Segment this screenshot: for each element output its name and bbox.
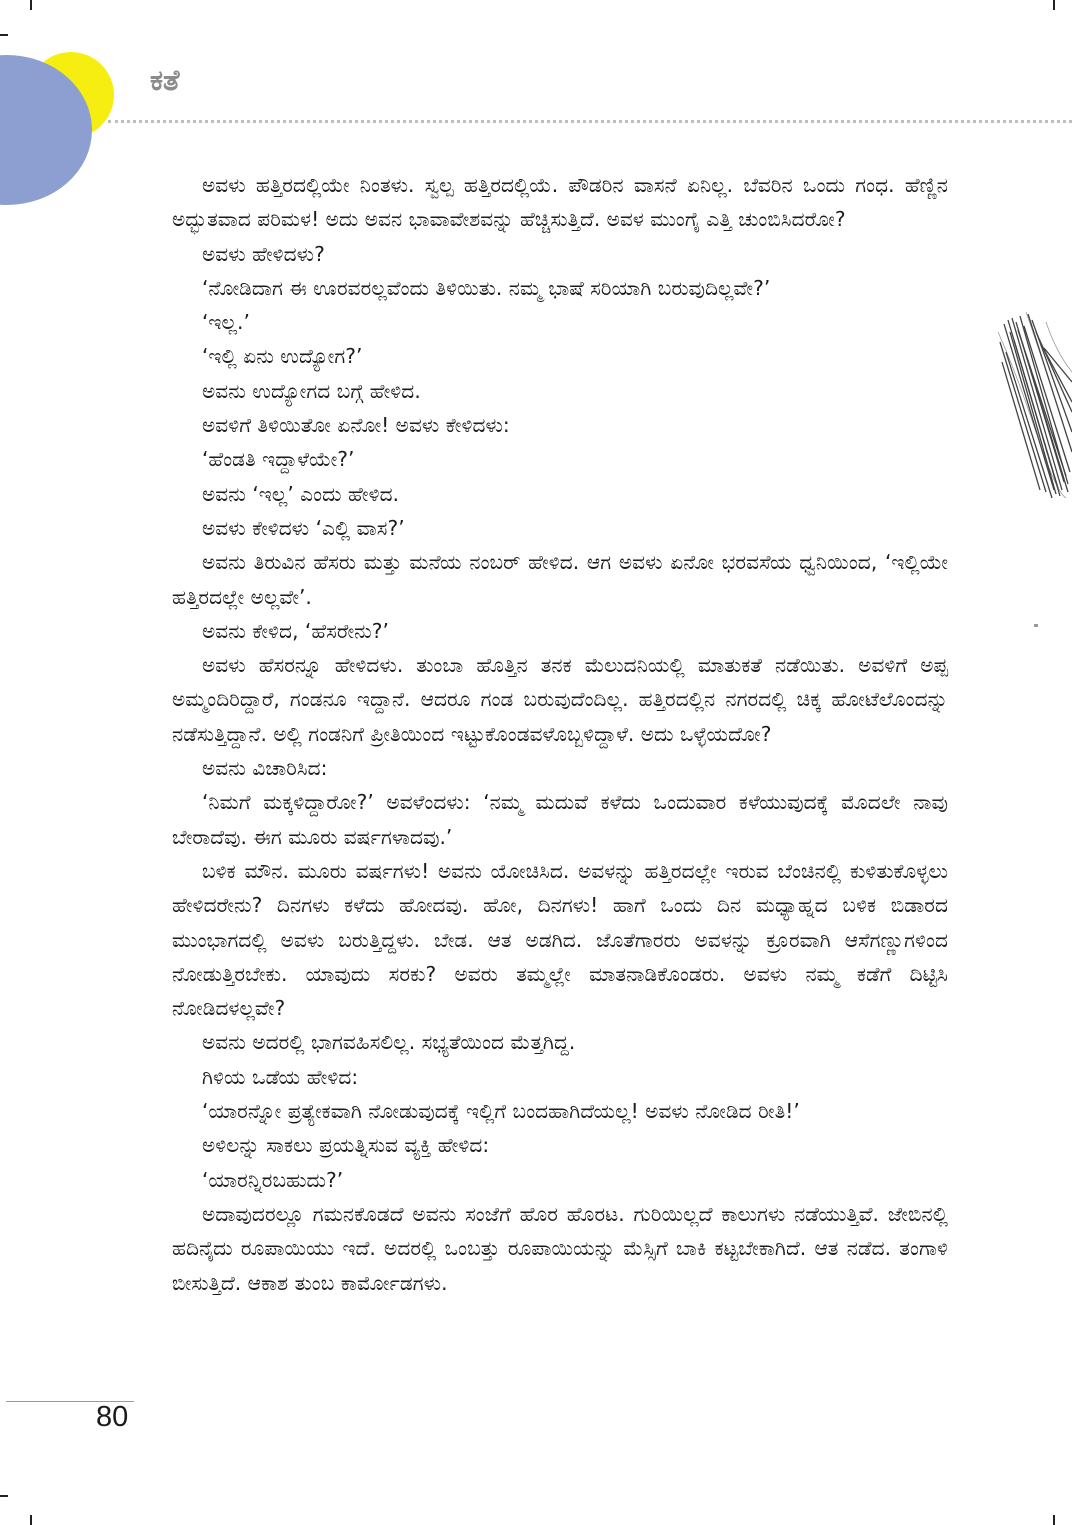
paragraph: ‘ನಿಮಗೆ ಮಕ್ಕಳಿದ್ದಾರೋ?’ ಅವಳೆಂದಳು: ‘ನಮ್ಮ ಮದುವೆ ಕಳೆದು ಒಂದುವಾರ ಕಳೆಯುವುದಕ್ಕೆ ಮೊದಲೇ ನಾವು ಬೇರಾದೆವು. ಈಗ ಮೂರು ವರ್ಷಗಳಾದವು.’ — [172, 790, 948, 849]
paragraph: ‘ಇಲ್ಲ.’ — [202, 310, 250, 335]
paragraph: ಅವಳಿಗೆ ತಿಳಿಯಿತೋ ಏನೋ! ಅವಳು ಕೇಳಿದಳು: — [202, 413, 510, 438]
paragraph: ಅವಳು ಹತ್ತಿರದಲ್ಲಿಯೇ ನಿಂತಳು. ಸ್ವಲ್ಪ ಹತ್ತಿರದಲ್ಲಿಯೆ. ಪೌಡರಿನ ವಾಸನೆ ಏನಿಲ್ಲ. ಬೆವರಿನ ಒಂದು ಗಂಧ. ಹೆಣ್ಣಿನ ಅದ್ಭುತವಾದ ಪರಿಮಳ! ಅದು ಅವನ ಭಾವಾವೇಶವನ್ನು ಹೆಚ್ಚಿಸುತ್ತಿದೆ. ಅವಳ ಮುಂಗೈ ಎತ್ತಿ ಚುಂಬಿಸಿದರೋ? — [172, 173, 948, 232]
paragraph: ಅವಳು ಹೆಸರನ್ನೂ ಹೇಳಿದಳು. ತುಂಬಾ ಹೊತ್ತಿನ ತನಕ ಮೆಲುದನಿಯಲ್ಲಿ ಮಾತುಕತೆ ನಡೆಯಿತು. ಅವಳಿಗೆ ಅಪ್ಪ ಅಮ್ಮಂದಿರಿದ್ದಾರೆ, ಗಂಡನೂ ಇದ್ದಾನೆ. ಆದರೂ ಗಂಡ ಬರುವುದೆಂದಿಲ್ಲ. ಹತ್ತಿರದಲ್ಲಿನ ನಗರದಲ್ಲಿ ಚಿಕ್ಕ ಹೋಟೆಲೊಂದನ್ನು ನಡೆಸುತ್ತಿದ್ದಾನೆ. ಅಲ್ಲಿ ಗಂಡನಿಗೆ ಪ್ರೀತಿಯಿಂದ ಇಟ್ಟುಕೊಂಡವಳೊಬ್ಬಳಿದ್ದಾಳೆ. ಅದು ಒಳ್ಳೆಯದೋ? — [172, 653, 948, 746]
paragraph: ಅಳಿಲನ್ನು ಸಾಕಲು ಪ್ರಯತ್ನಿಸುವ ವ್ಯಕ್ತಿ ಹೇಳಿದ: — [202, 1133, 490, 1158]
paragraph: ‘ಯಾರನ್ನಿರಬಹುದು?’ — [202, 1167, 344, 1192]
paragraph: ಅದಾವುದರಲ್ಲೂ ಗಮನಕೊಡದೆ ಅವನು ಸಂಜೆಗೆ ಹೊರ ಹೊರಟ. ಗುರಿಯಿಲ್ಲದೆ ಕಾಲುಗಳು ನಡೆಯುತ್ತಿವೆ. ಜೇಬಿನಲ್ಲಿ ಹದಿನೈದು ರೂಪಾಯಿಯು ಇದೆ. ಅದರಲ್ಲಿ ಒಂಬತ್ತು ರೂಪಾಯಿಯನ್ನು ಮೆಸ್ಸಿಗೆ ಬಾಕಿ ಕಟ್ಟಬೇಕಾಗಿದೆ. ಆತ ನಡೆದ. ತಂಗಾಳಿ ಬೀಸುತ್ತಿದೆ. ಆಕಾಶ ತುಂಬ ಕಾರ್ಮೋಡಗಳು. — [172, 1201, 948, 1295]
header-dotted-divider — [108, 120, 1072, 123]
paragraph: ಅವನು ವಿಚಾರಿಸಿದ: — [202, 756, 328, 781]
section-title: ಕತೆ — [150, 63, 180, 97]
crop-mark — [30, 1515, 32, 1525]
paragraph: ‘ಯಾರನ್ನೋ ಪ್ರತ್ಯೇಕವಾಗಿ ನೋಡುವುದಕ್ಕೆ ಇಲ್ಲಿಗೆ ಬಂದಹಾಗಿದೆಯಲ್ಲ! ಅವಳು ನೋಡಿದ ರೀತಿ!’ — [202, 1099, 800, 1124]
paragraph: ಅವಳು ಹೇಳಿದಳು? — [202, 241, 325, 266]
crop-mark — [0, 34, 8, 36]
speck — [1034, 624, 1038, 627]
paragraph: ಅವನು ಕೇಳಿದ, ‘ಹೆಸರೇನು?’ — [202, 618, 389, 643]
paragraph: ಅವನು ‘ಇಲ್ಲ’ ಎಂದು ಹೇಳಿದ. — [202, 481, 400, 506]
pencil-sketch-illustration — [996, 312, 1072, 500]
paragraph: ಬಳಿಕ ಮೌನ. ಮೂರು ವರ್ಷಗಳು! ಅವನು ಯೋಚಿಸಿದ. ಅವಳನ್ನು ಹತ್ತಿರದಲ್ಲೇ ಇರುವ ಬೆಂಚಿನಲ್ಲಿ ಕುಳಿತುಕೊಳ್ಳಲು ಹೇಳಿದರೇನು? ದಿನಗಳು ಕಳೆದು ಹೋದವು. ಹೋ, ದಿನಗಳು! ಹಾಗೆ ಒಂದು ದಿನ ಮಧ್ಯಾಹ್ನದ ಬಳಿಕ ಬಿಡಾರದ ಮುಂಭಾಗದಲ್ಲಿ ಅವಳು ಬರುತ್ತಿದ್ದಳು. ಬೇಡ. ಆತ ಅಡಗಿದ. ಜೊತೆಗಾರರು ಅವಳನ್ನು ಕ್ರೂರವಾಗಿ ಆಸೆಗಣ್ಣುಗಳಿಂದ ನೋಡುತ್ತಿರಬೇಕು. ಯಾವುದು ಸರಕು? ಅವರು ತಮ್ಮಲ್ಲೇ ಮಾತನಾಡಿಕೊಂಡರು. ಅವಳು ನಮ್ಮ ಕಡೆಗೆ ದಿಟ್ಟಿಸಿ ನೋಡಿದಳಲ್ಲವೇ? — [172, 858, 948, 1021]
paragraph: ‘ಹೆಂಡತಿ ಇದ್ದಾಳೆಯೇ?’ — [202, 447, 355, 472]
paragraph: ‘ನೋಡಿದಾಗ ಈ ಊರವರಲ್ಲವೆಂದು ತಿಳಿಯಿತು. ನಮ್ಮ ಭಾಷೆ ಸರಿಯಾಗಿ ಬರುವುದಿಲ್ಲವೇ?’ — [202, 275, 771, 300]
paragraph: ಅವನು ಅದರಲ್ಲಿ ಭಾಗವಹಿಸಲಿಲ್ಲ. ಸಭ್ಯತೆಯಿಂದ ಮೆತ್ತಗಿದ್ದ. — [202, 1030, 576, 1055]
paragraph: ಗಿಳಿಯ ಒಡೆಯ ಹೇಳಿದ: — [202, 1064, 359, 1089]
crop-mark — [30, 0, 32, 10]
paragraph: ಅವನು ಉದ್ಯೋಗದ ಬಗ್ಗೆ ಹೇಳಿದ. — [202, 378, 421, 403]
crop-mark — [1053, 1515, 1055, 1525]
paragraph: ಅವನು ತಿರುವಿನ ಹೆಸರು ಮತ್ತು ಮನೆಯ ನಂಬರ್ ಹೇಳಿದ. ಆಗ ಅವಳು ಏನೋ ಭರವಸೆಯ ಧ್ವನಿಯಿಂದ, ‘ಇಲ್ಲಿಯೇ ಹತ್ತಿರದಲ್ಲೇ ಅಲ್ಲವೇ’. — [172, 550, 948, 609]
crop-mark — [0, 1495, 8, 1497]
paragraph: ಅವಳು ಕೇಳಿದಳು ‘ಎಲ್ಲಿ ವಾಸ?’ — [202, 515, 405, 540]
crop-mark — [1053, 0, 1055, 10]
story-body — [172, 168, 948, 1300]
page-number: 80 — [96, 1401, 129, 1433]
paragraph: ‘ಇಲ್ಲಿ ಏನು ಉದ್ಯೋಗ?’ — [202, 344, 363, 369]
